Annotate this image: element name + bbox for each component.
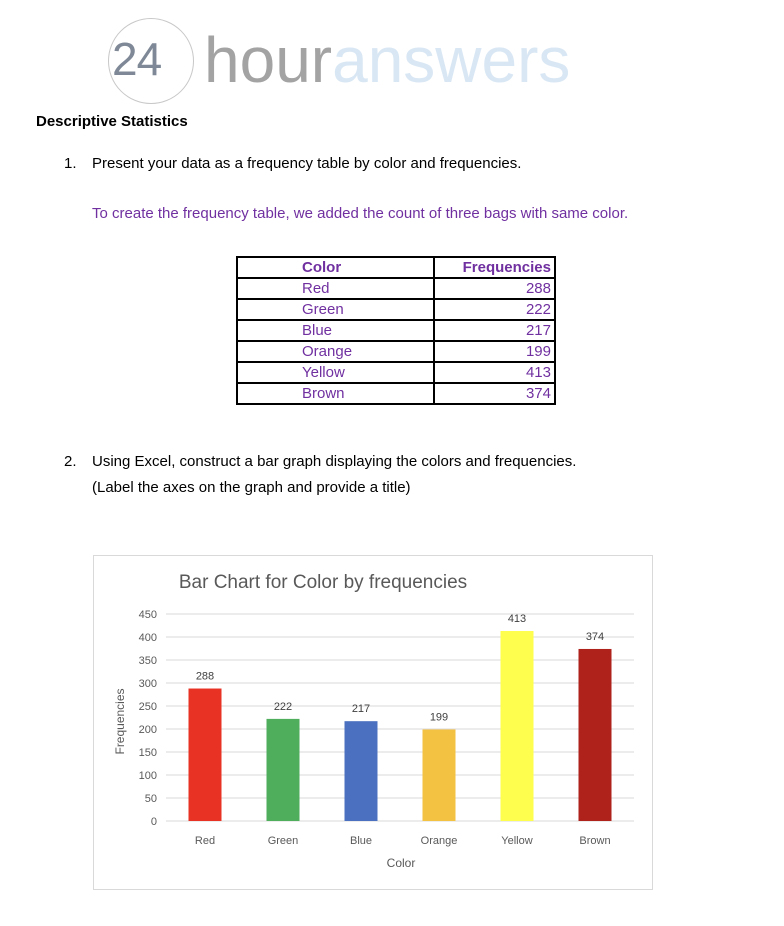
bar-green [267, 719, 300, 821]
table-cell-frequency: 222 [434, 299, 555, 320]
table-header-frequencies: Frequencies [434, 257, 555, 278]
x-tick-label: Green [267, 835, 299, 847]
x-tick-label: Red [194, 835, 216, 847]
logo-word-answers: answers [332, 24, 571, 96]
y-tick-label: 450 [138, 609, 157, 621]
y-tick-label: 0 [150, 816, 157, 828]
table-row [237, 299, 555, 320]
logo-word-hour: hour [204, 24, 333, 96]
table-header-row [237, 257, 555, 278]
table-header-color: Color [237, 257, 434, 278]
table-cell-frequency: 217 [434, 320, 555, 341]
table-row [237, 341, 555, 362]
y-tick-label: 350 [138, 655, 157, 667]
question-2-number: 2. [64, 453, 77, 470]
answer-note: To create the frequency table, we added the count of three bags with same color. [92, 205, 629, 222]
bar-chart [93, 555, 653, 890]
bar-brown [579, 649, 612, 821]
table-cell-frequency: 199 [434, 341, 555, 362]
y-tick-label: 300 [138, 678, 157, 690]
table-cell-color: Red [237, 278, 434, 299]
table-cell-color: Green [237, 299, 434, 320]
table-cell-color: Brown [237, 383, 434, 404]
bar-red [189, 689, 222, 821]
question-2-text-2: (Label the axes on the graph and provide a title) [92, 479, 411, 496]
bar-blue [345, 721, 378, 821]
table-cell-frequency: 413 [434, 362, 555, 383]
logo-wordmark [204, 20, 570, 100]
y-tick-label: 250 [138, 701, 157, 713]
bar-chart-svg [94, 556, 652, 889]
bar-orange [423, 729, 456, 821]
y-tick-label: 100 [138, 770, 157, 782]
chart-title: Bar Chart for Color by frequencies [178, 572, 468, 593]
section-title: Descriptive Statistics [36, 113, 188, 130]
y-tick-label: 50 [144, 793, 157, 805]
question-2-text: Using Excel, construct a bar graph displaying the colors and frequencies. [92, 453, 577, 470]
data-label: 222 [273, 700, 293, 713]
x-tick-label: Yellow [501, 835, 533, 847]
x-axis-title: Color [386, 856, 416, 870]
y-tick-label: 200 [138, 724, 157, 736]
question-1-number: 1. [64, 155, 77, 172]
y-axis-title: Frequencies [113, 688, 127, 755]
data-label: 217 [351, 703, 371, 716]
table-cell-color: Orange [237, 341, 434, 362]
table-cell-frequency: 288 [434, 278, 555, 299]
data-label: 374 [585, 630, 605, 643]
table-cell-frequency: 374 [434, 383, 555, 404]
logo [108, 18, 668, 108]
data-label: 199 [429, 711, 449, 724]
x-tick-label: Orange [420, 835, 458, 847]
table-row [237, 383, 555, 404]
question-1-text: Present your data as a frequency table by color and frequencies. [92, 155, 522, 172]
table-cell-color: Yellow [237, 362, 434, 383]
table-row [237, 362, 555, 383]
frequency-table [236, 256, 556, 405]
y-tick-label: 150 [138, 747, 157, 759]
bar-yellow [501, 631, 534, 821]
data-label: 413 [507, 613, 527, 626]
table-cell-color: Blue [237, 320, 434, 341]
x-tick-label: Blue [349, 835, 373, 847]
data-label: 288 [195, 670, 215, 683]
x-tick-label: Brown [579, 835, 611, 847]
y-tick-label: 400 [138, 632, 157, 644]
logo-number: 24 [112, 33, 162, 85]
table-row [237, 320, 555, 341]
table-row [237, 278, 555, 299]
